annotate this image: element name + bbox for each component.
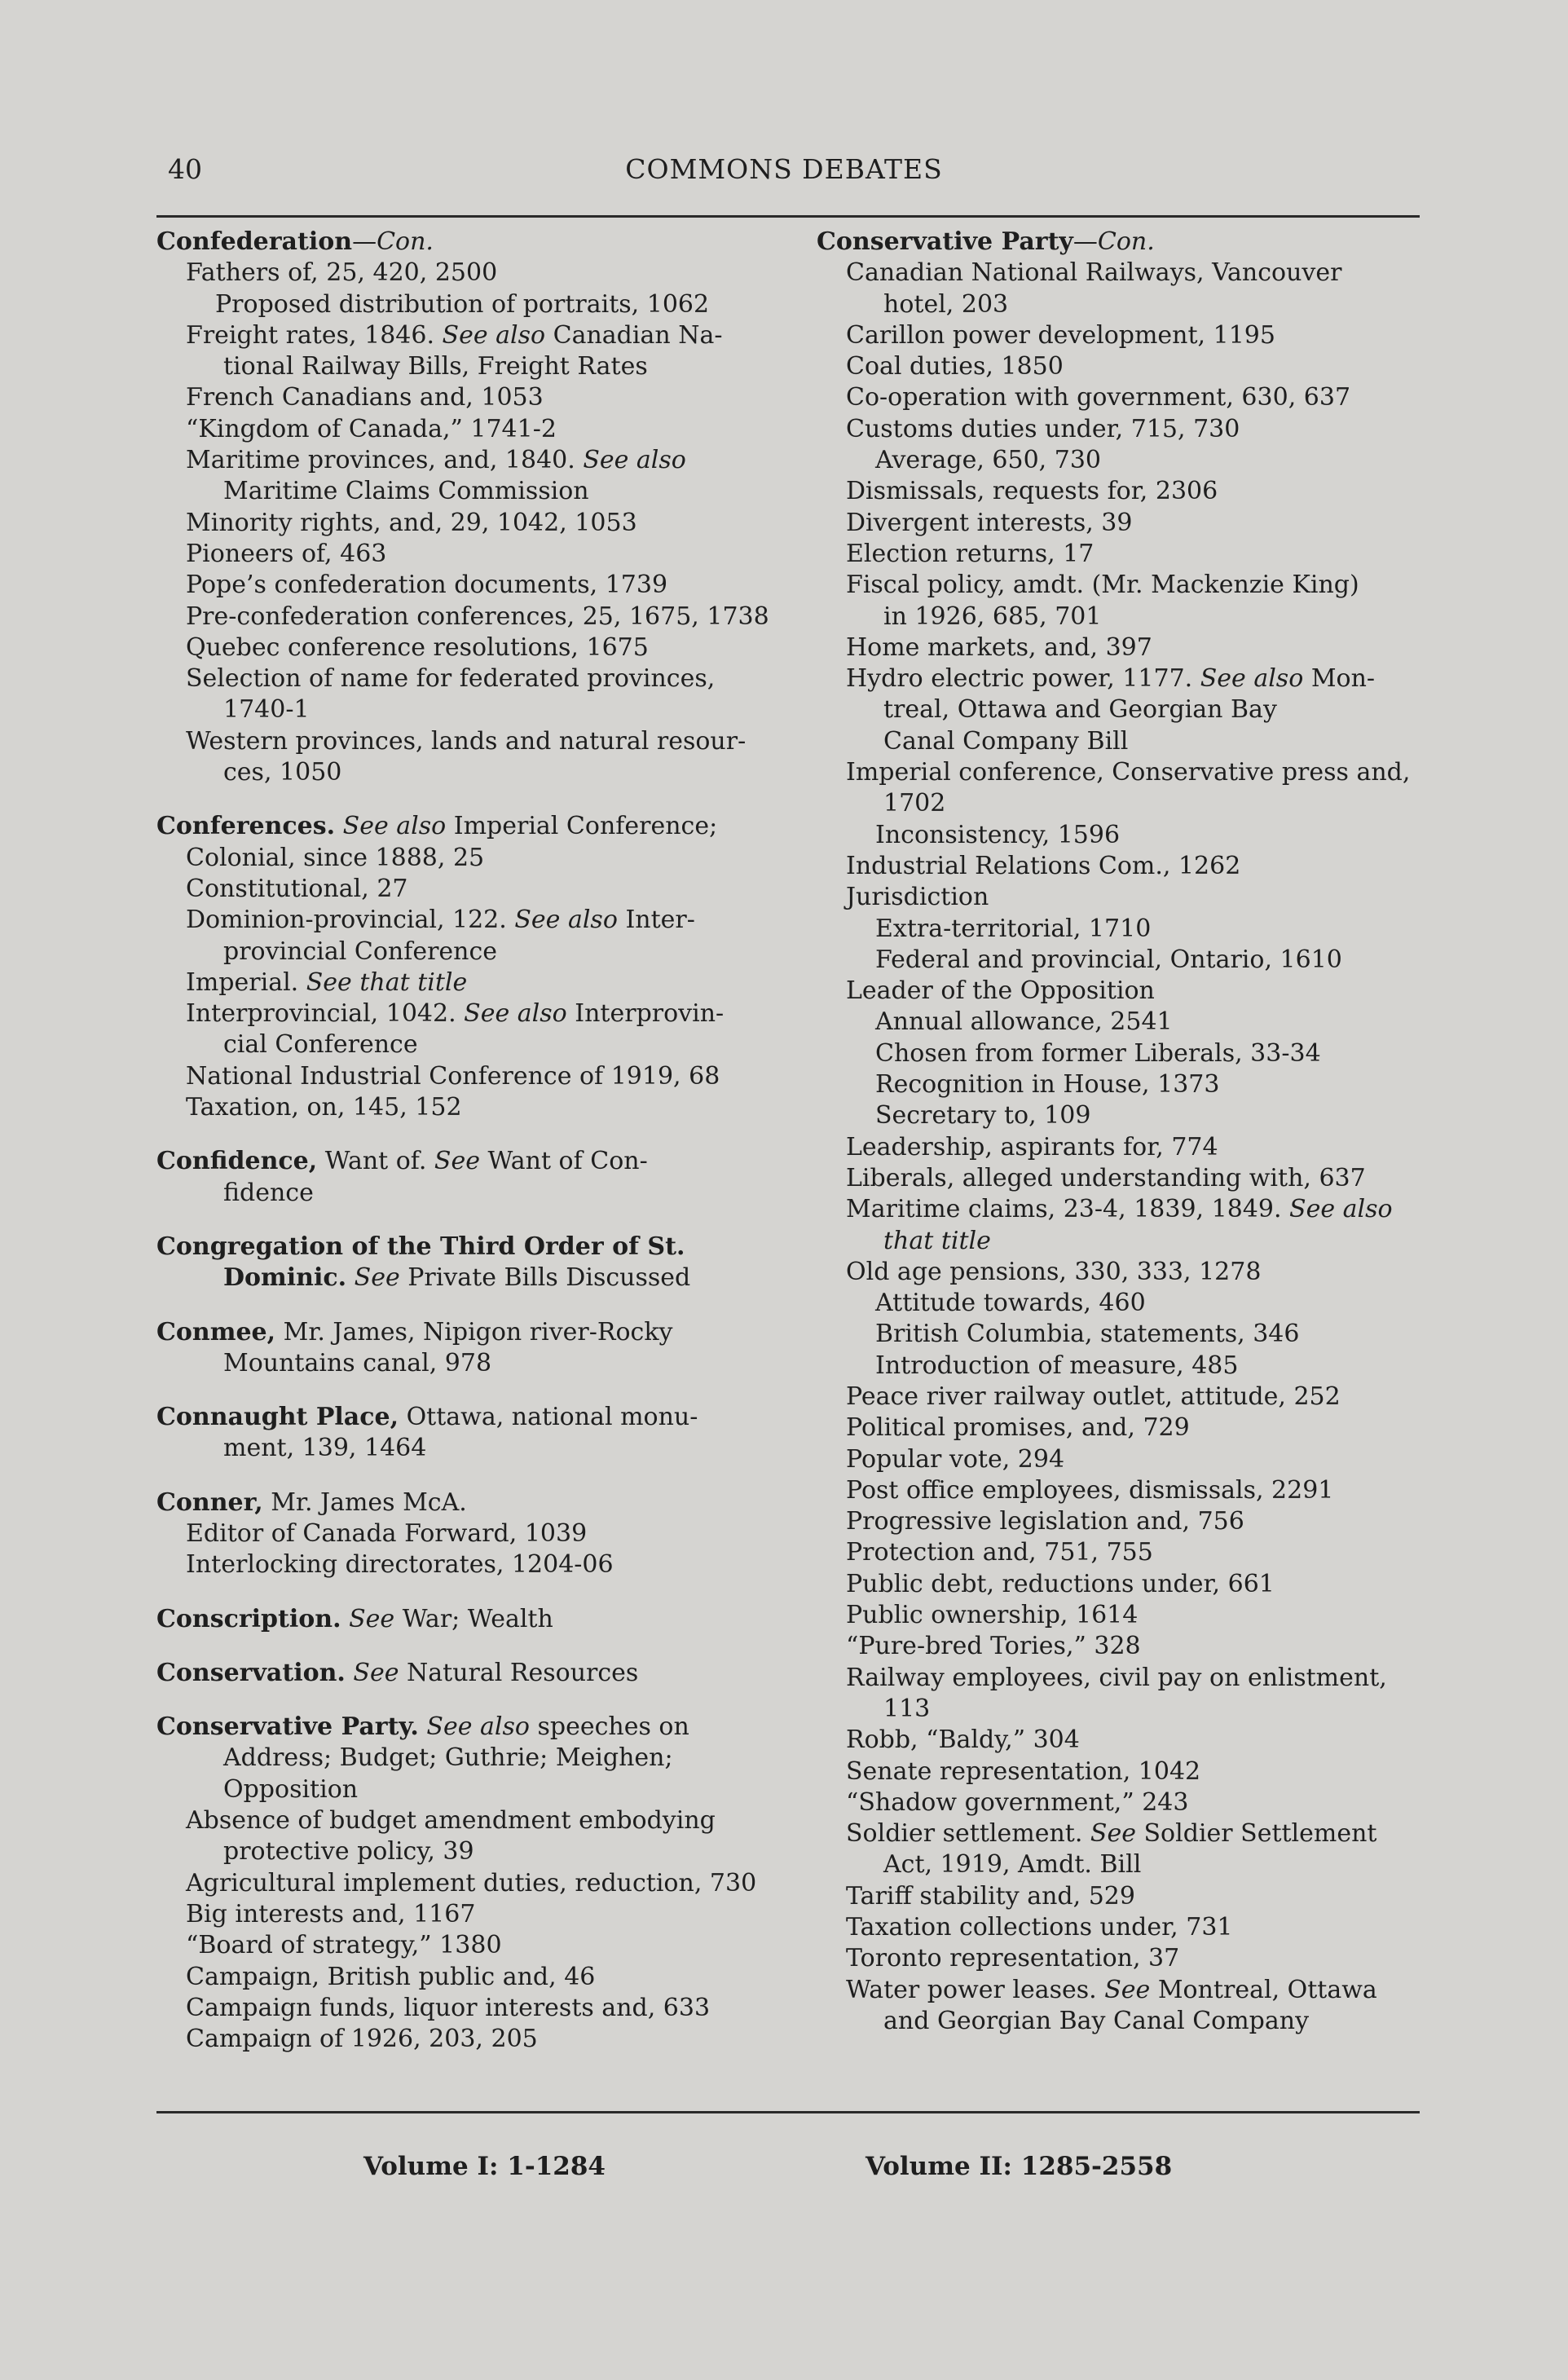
entry-text: Imperial conference, Conservative press and, (846, 758, 1411, 787)
index-line (817, 1100, 1436, 1131)
index-line (156, 937, 776, 967)
index-line (156, 1402, 776, 1433)
entry-text: hotel, 203 (883, 289, 1009, 319)
index-line (817, 1787, 1436, 1818)
cross-reference: See (1104, 1975, 1151, 2004)
entry-text: Big interests and, 1167 (186, 1899, 476, 1928)
index-line (817, 1600, 1436, 1631)
cross-reference: See also (1200, 664, 1304, 694)
index-line (817, 1631, 1436, 1662)
page-number: 40 (168, 153, 202, 185)
entry-heading: Conner, (156, 1488, 263, 1517)
index-line (817, 1818, 1436, 1849)
index-line (817, 1038, 1436, 1069)
entry-text: Public debt, reductions under, 661 (846, 1569, 1275, 1598)
index-line (817, 1756, 1436, 1787)
index-line (156, 382, 776, 413)
index-line (156, 414, 776, 445)
entry-text: Divergent interests, 39 (846, 508, 1133, 537)
index-line (156, 1178, 776, 1209)
index-line (156, 726, 776, 757)
index-line (156, 967, 776, 998)
entry-text: Mountains canal, 978 (223, 1348, 492, 1377)
left-column (156, 227, 776, 2055)
cross-reference: See (354, 1263, 400, 1293)
entry-text: Railway employees, civil pay on enlistment, (846, 1663, 1387, 1692)
index-entry (156, 1712, 776, 2055)
entry-text: Pre-confederation conferences, 25, 1675, 1738 (186, 602, 769, 631)
index-line (156, 998, 776, 1029)
index-line (156, 1899, 776, 1930)
index-line (817, 414, 1436, 445)
index-entry (156, 1604, 776, 1635)
footer-volume-one: Volume I: 1-1284 (363, 2152, 606, 2181)
index-line (817, 227, 1436, 258)
index-line (817, 351, 1436, 382)
entry-text: Want of Con- (479, 1147, 648, 1176)
entry-text: Inconsistency, 1596 (875, 820, 1121, 849)
index-line (817, 1663, 1436, 1694)
cross-reference: See (349, 1604, 395, 1633)
index-line (156, 874, 776, 905)
entry-text: — (1072, 227, 1098, 256)
entry-text: Colonial, since 1888, 25 (186, 843, 485, 872)
entry-text: Canadian Na- (545, 320, 723, 350)
index-line (156, 602, 776, 632)
index-line (817, 851, 1436, 882)
index-line (156, 1348, 776, 1379)
index-line (817, 1912, 1436, 1943)
index-entry (156, 1317, 776, 1380)
index-line (817, 1132, 1436, 1163)
index-line (817, 1351, 1436, 1382)
index-line (817, 1943, 1436, 1974)
entry-text: Carillon power development, 1195 (846, 320, 1275, 350)
entry-heading: Conservative Party (817, 227, 1073, 256)
entry-text: Pope’s confederation documents, 1739 (186, 571, 668, 600)
footer-volume-two: Volume II: 1285-2558 (865, 2152, 1173, 2181)
entry-text: Secretary to, 109 (875, 1101, 1091, 1130)
index-line (817, 788, 1436, 819)
entry-text: Freight rates, 1846. (186, 320, 443, 350)
index-line (156, 351, 776, 382)
entry-text: “Kingdom of Canada,” 1741-2 (186, 414, 557, 443)
index-line (817, 694, 1436, 725)
entry-text: Toronto representation, 37 (846, 1944, 1180, 1973)
entry-text: National Industrial Conference of 1919, 68 (186, 1061, 720, 1091)
entry-text: 1702 (883, 789, 946, 818)
entry-text: Agricultural implement duties, reduction, 730 (186, 1868, 757, 1897)
entry-text: Imperial. (186, 967, 306, 997)
index-line (817, 602, 1436, 632)
entry-text: Recognition in House, 1373 (875, 1070, 1220, 1100)
entry-text: Political promises, and, 729 (846, 1413, 1190, 1443)
index-line (156, 2024, 776, 2055)
cross-reference: See also (442, 320, 546, 350)
entry-heading: Connaught Place, (156, 1403, 399, 1432)
entry-heading: Confidence, (156, 1147, 318, 1176)
index-line (817, 1007, 1436, 1038)
index-line (156, 1549, 776, 1580)
index-entry (156, 811, 776, 1123)
index-line (156, 258, 776, 289)
entry-text: ces, 1050 (223, 758, 342, 787)
entry-text: cial Conference (223, 1030, 418, 1060)
entry-text: — (352, 227, 377, 256)
cross-reference: See also (583, 446, 686, 475)
entry-text: Peace river railway outlet, attitude, 252 (846, 1382, 1341, 1411)
index-entry (156, 227, 776, 788)
entry-text: Water power leases. (846, 1975, 1105, 2004)
top-rule (156, 215, 1420, 218)
entry-text: Robb, “Baldy,” 304 (846, 1726, 1080, 1755)
entry-heading: Conscription. (156, 1604, 341, 1633)
index-entry (156, 1146, 776, 1209)
index-line (817, 508, 1436, 539)
index-line (156, 1993, 776, 2024)
index-entry (156, 1658, 776, 1689)
index-line (156, 1029, 776, 1060)
entry-text: Minority rights, and, 29, 1042, 1053 (186, 508, 637, 537)
index-entry (817, 227, 1436, 2037)
entry-text: treal, Ottawa and Georgian Bay (883, 695, 1277, 725)
entry-text: Opposition (223, 1774, 359, 1804)
index-line (817, 1257, 1436, 1288)
index-line (817, 570, 1436, 601)
entry-text: Want of. (317, 1147, 434, 1176)
index-line (156, 1518, 776, 1549)
entry-text: Soldier settlement. (846, 1819, 1090, 1849)
index-line (817, 320, 1436, 351)
cross-reference: See also (514, 906, 618, 935)
entry-text: Post office employees, dismissals, 2291 (846, 1475, 1334, 1505)
index-line (817, 1319, 1436, 1350)
entry-text (419, 1712, 427, 1741)
index-line (817, 1194, 1436, 1225)
entry-text: “Board of strategy,” 1380 (186, 1931, 502, 1960)
index-line (156, 663, 776, 694)
running-title: COMMONS DEBATES (625, 153, 943, 185)
right-column (817, 227, 1436, 2037)
index-line (817, 976, 1436, 1007)
index-line (817, 914, 1436, 945)
entry-text: Proposed distribution of portraits, 1062 (215, 289, 710, 319)
entry-text: Canadian National Railways, Vancouver (846, 258, 1342, 288)
index-line (156, 508, 776, 539)
entry-text: Home markets, and, 397 (846, 632, 1152, 662)
entry-text: Montreal, Ottawa (1150, 1975, 1377, 2004)
entry-heading: Conservative Party. (156, 1712, 419, 1742)
entry-text: 1740-1 (223, 695, 310, 725)
index-line (156, 476, 776, 507)
entry-heading: Congregation of the Third Order of St. (156, 1232, 685, 1261)
entry-text: protective policy, 39 (223, 1837, 474, 1867)
index-line (156, 320, 776, 351)
index-line (817, 945, 1436, 976)
entry-text: Interlocking directorates, 1204-06 (186, 1550, 614, 1580)
entry-text: Absence of budget amendment embodying (186, 1806, 716, 1836)
entry-text: Address; Budget; Guthrie; Meighen; (223, 1743, 673, 1773)
entry-text: Popular vote, 294 (846, 1444, 1065, 1474)
entry-text: ment, 139, 1464 (223, 1434, 427, 1463)
entry-text: Election returns, 17 (846, 539, 1095, 568)
cross-reference: See (1090, 1819, 1136, 1849)
entry-text: “Pure-bred Tories,” 328 (846, 1632, 1141, 1661)
entry-text: British Columbia, statements, 346 (875, 1320, 1300, 1349)
index-line (156, 1604, 776, 1635)
entry-text: provincial Conference (223, 937, 498, 966)
cross-reference: See (434, 1147, 480, 1176)
index-line (156, 570, 776, 601)
index-line (156, 1836, 776, 1867)
entry-text: fidence (223, 1178, 314, 1207)
index-line (817, 1849, 1436, 1880)
entry-text: Campaign of 1926, 203, 205 (186, 2025, 538, 2054)
entry-text: Old age pensions, 330, 333, 1278 (846, 1257, 1262, 1286)
entry-text: Taxation, on, 145, 152 (186, 1093, 462, 1122)
index-line (817, 1725, 1436, 1756)
entry-heading: Conmee, (156, 1317, 276, 1346)
entry-text: Western provinces, lands and natural resour- (186, 726, 747, 756)
index-line (817, 726, 1436, 757)
entry-text: 113 (883, 1694, 931, 1723)
index-line (817, 1537, 1436, 1568)
entry-text: Maritime Claims Commission (223, 477, 589, 506)
index-line (156, 539, 776, 570)
entry-text: Canal Company Bill (883, 726, 1129, 756)
entry-text: Fathers of, 25, 420, 2500 (186, 258, 498, 288)
index-line (156, 1433, 776, 1464)
index-line (156, 811, 776, 842)
index-line (817, 476, 1436, 507)
entry-text: Public ownership, 1614 (846, 1601, 1139, 1630)
index-line (156, 1712, 776, 1743)
cross-reference: Con. (377, 227, 434, 256)
index-line (817, 1975, 1436, 2006)
entry-text: Act, 1919, Amdt. Bill (883, 1850, 1142, 1880)
cross-reference: See also (1289, 1195, 1393, 1224)
index-line (156, 1962, 776, 1993)
entry-text: Co-operation with government, 630, 637 (846, 383, 1351, 412)
index-line (817, 632, 1436, 663)
index-line (156, 1061, 776, 1092)
entry-text: Industrial Relations Com., 1262 (846, 851, 1241, 880)
index-line (156, 632, 776, 663)
entry-text: Natural Resources (399, 1658, 639, 1687)
index-line (156, 445, 776, 476)
index-line (156, 1146, 776, 1177)
entry-text (346, 1659, 354, 1687)
index-line (817, 882, 1436, 913)
entry-text: Dismissals, requests for, 2306 (846, 477, 1218, 506)
index-line (817, 2006, 1436, 2037)
entry-text: Mon- (1303, 664, 1376, 694)
entry-text: Private Bills Discussed (399, 1263, 691, 1293)
index-line (156, 1774, 776, 1805)
entry-text: Quebec conference resolutions, 1675 (186, 632, 649, 662)
index-line (817, 663, 1436, 694)
entry-text: Dominion-provincial, 122. (186, 906, 515, 935)
entry-text: Leadership, aspirants for, 774 (846, 1132, 1218, 1161)
entry-text: Tariff stability and, 529 (846, 1881, 1135, 1911)
index-line (156, 1743, 776, 1774)
cross-reference: See also (464, 999, 567, 1029)
entry-text: Customs duties under, 715, 730 (846, 414, 1240, 443)
index-line (156, 1232, 776, 1263)
index-line (156, 1263, 776, 1294)
index-line (817, 1569, 1436, 1600)
entry-text: Campaign, British public and, 46 (186, 1962, 596, 1991)
entry-text: Soldier Settlement (1135, 1819, 1377, 1849)
entry-text: Liberals, alleged understanding with, 637 (846, 1163, 1366, 1192)
index-line (156, 843, 776, 874)
index-line (817, 445, 1436, 476)
index-line (817, 1382, 1436, 1413)
entry-text: Selection of name for federated provinces, (186, 664, 716, 694)
entry-heading: Confederation (156, 227, 353, 256)
cross-reference: See (353, 1658, 399, 1687)
entry-text (341, 1605, 350, 1633)
entry-text: Editor of Canada Forward, 1039 (186, 1518, 588, 1548)
index-line (156, 694, 776, 725)
index-line (156, 757, 776, 788)
entry-heading: Conferences. (156, 812, 336, 841)
cross-reference: See that title (306, 967, 468, 997)
entry-text: Attitude towards, 460 (875, 1289, 1146, 1318)
entry-text: Interprovincial, 1042. (186, 999, 465, 1029)
index-line (156, 1868, 776, 1899)
entry-text: Maritime claims, 23-4, 1839, 1849. (846, 1195, 1290, 1224)
cross-reference: See also (342, 812, 447, 841)
entry-text: Senate representation, 1042 (846, 1756, 1201, 1786)
index-line (817, 539, 1436, 570)
index-line (156, 1805, 776, 1836)
cross-reference: that title (883, 1226, 991, 1255)
entry-text: Coal duties, 1850 (846, 352, 1064, 381)
entry-heading: Conservation. (156, 1658, 346, 1687)
entry-text: Jurisdiction (846, 883, 989, 912)
index-line (156, 1930, 776, 1961)
entry-text: in 1926, 685, 701 (883, 602, 1102, 631)
entry-text: Leader of the Opposition (846, 976, 1155, 1006)
entry-text: Hydro electric power, 1177. (846, 664, 1200, 694)
entry-text: Maritime provinces, and, 1840. (186, 446, 584, 475)
index-line (817, 1163, 1436, 1194)
entry-text: Constitutional, 27 (186, 874, 408, 903)
entry-text: Mr. James McA. (262, 1488, 467, 1517)
entry-text: Ottawa, national monu- (399, 1403, 698, 1432)
index-line (156, 905, 776, 936)
entry-text: French Canadians and, 1053 (186, 383, 544, 412)
index-entry (156, 1232, 776, 1294)
entry-text: and Georgian Bay Canal Company (883, 2006, 1310, 2035)
entry-text: Introduction of measure, 485 (875, 1351, 1239, 1380)
entry-text (335, 812, 343, 840)
entry-text: War; Wealth (394, 1604, 553, 1633)
index-line (817, 820, 1436, 851)
entry-text: Annual allowance, 2541 (875, 1007, 1173, 1037)
index-line (817, 1506, 1436, 1537)
index-line (817, 1475, 1436, 1506)
index-line (817, 1881, 1436, 1912)
index-line (817, 757, 1436, 788)
index-entry (156, 1402, 776, 1465)
index-line (817, 258, 1436, 289)
cross-reference: Con. (1097, 227, 1155, 256)
entry-text: “Shadow government,” 243 (846, 1787, 1189, 1817)
index-line (817, 382, 1436, 413)
index-line (817, 1226, 1436, 1257)
index-line (817, 1694, 1436, 1725)
entry-text: Taxation collections under, 731 (846, 1913, 1233, 1942)
cross-reference: See also (426, 1712, 530, 1742)
entry-text: Federal and provincial, Ontario, 1610 (875, 945, 1342, 974)
entry-text: Fiscal policy, amdt. (Mr. Mackenzie King) (846, 571, 1359, 600)
entry-text: Extra-territorial, 1710 (875, 914, 1152, 943)
entry-text: Protection and, 751, 755 (846, 1538, 1153, 1567)
index-line (817, 1069, 1436, 1100)
index-line (156, 1658, 776, 1689)
entry-text: Chosen from former Liberals, 33-34 (875, 1038, 1321, 1068)
entry-text: Mr. James, Nipigon river-Rocky (275, 1317, 673, 1346)
index-line (156, 1317, 776, 1348)
index-entry (156, 1488, 776, 1581)
entry-text: Campaign funds, liquor interests and, 633 (186, 1993, 711, 2022)
entry-text: Inter- (617, 906, 695, 935)
entry-heading: Dominic. (223, 1263, 347, 1293)
index-line (817, 1288, 1436, 1319)
index-line (156, 1488, 776, 1518)
entry-text: Imperial Conference; (446, 812, 718, 841)
entry-text (346, 1263, 355, 1292)
index-line (817, 289, 1436, 320)
index-line (156, 1092, 776, 1123)
entry-text: Pioneers of, 463 (186, 539, 387, 568)
index-line (817, 1444, 1436, 1475)
index-line (156, 289, 776, 320)
entry-text: Average, 650, 730 (875, 446, 1102, 475)
entry-text: speeches on (529, 1712, 689, 1742)
entry-text: tional Railway Bills, Freight Rates (223, 352, 648, 381)
bottom-rule (156, 2111, 1420, 2113)
entry-text: Interprovin- (566, 999, 725, 1029)
index-line (817, 1413, 1436, 1443)
index-line (156, 227, 776, 258)
entry-text: Progressive legislation and, 756 (846, 1507, 1244, 1536)
